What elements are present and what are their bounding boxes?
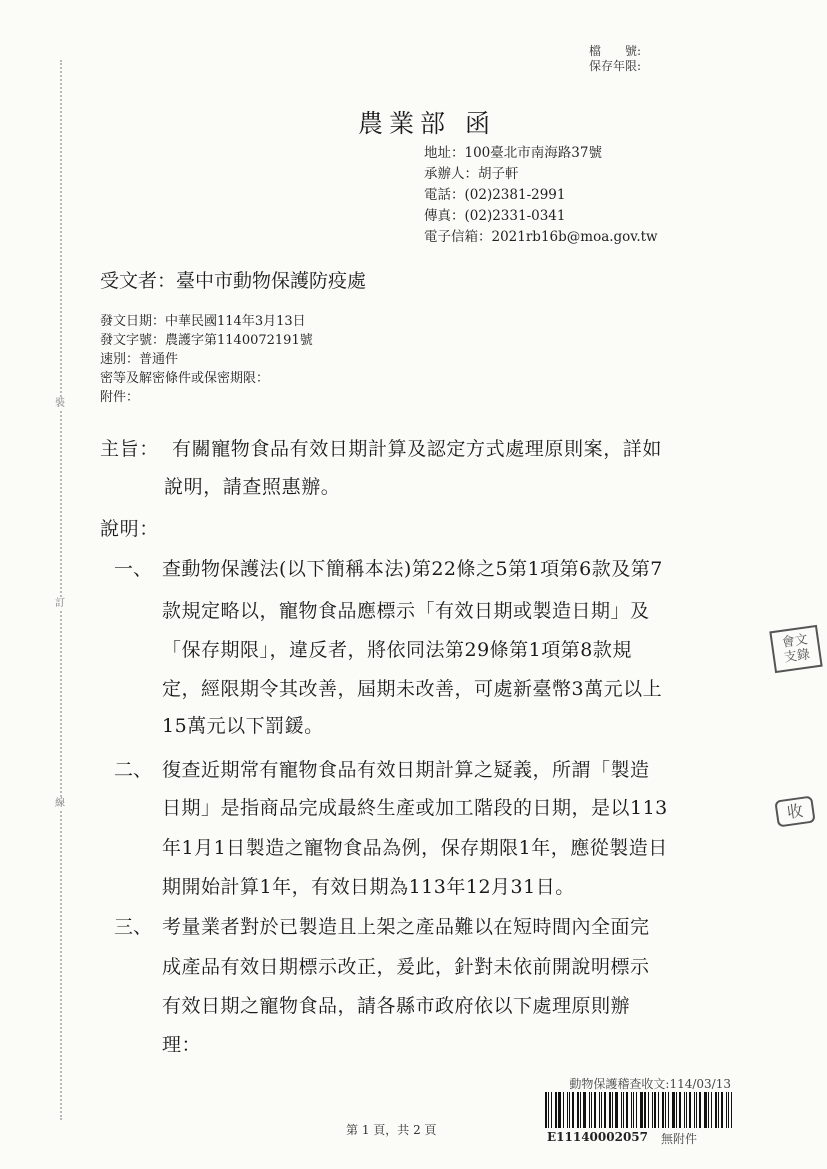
barcode-bar <box>615 1092 618 1128</box>
item-3-line-4: 理： <box>162 1034 202 1056</box>
barcode-bar <box>631 1092 632 1128</box>
barcode-bar <box>555 1092 557 1128</box>
subject-line-1: 有關寵物食品有效日期計算及認定方式處理原則案，詳如 <box>172 438 663 460</box>
confidentiality: 密等及解密條件或保密期限： <box>100 371 270 386</box>
item-3-number: 三、 <box>114 916 153 938</box>
barcode-bar <box>708 1092 709 1128</box>
urgency: 速別：普通件 <box>100 352 179 367</box>
item-2-line-2: 日期」是指商品完成最終生產或加工階段的日期，是以113 <box>162 797 668 819</box>
explanation-label: 說明： <box>100 518 159 540</box>
item-2-line-1: 復查近期常有寵物食品有效日期計算之疑義，所謂「製造 <box>162 759 650 781</box>
barcode-bar <box>679 1092 681 1128</box>
barcode-bar <box>563 1092 564 1128</box>
retention-period-label: 保存年限: <box>588 59 641 73</box>
page-number: 第 1 頁，共 2 頁 <box>346 1123 437 1137</box>
barcode-bar <box>696 1092 697 1128</box>
barcode-bar <box>715 1092 717 1128</box>
barcode-bar <box>551 1092 552 1128</box>
barcode-bar <box>711 1092 712 1128</box>
barcode-bar <box>633 1092 634 1128</box>
barcode-bar <box>583 1092 586 1128</box>
attachment-note: 無附件 <box>661 1132 698 1146</box>
item-3-line-3: 有效日期之寵物食品，請各縣市政府依以下處理原則辦 <box>162 995 631 1017</box>
document-title: 農業部 函 <box>358 109 496 138</box>
barcode-bar <box>652 1092 653 1128</box>
barcode-bar <box>699 1092 701 1128</box>
barcode-bar <box>572 1092 574 1128</box>
archive-number-label: 檔 號: <box>588 44 641 58</box>
barcode-bar <box>654 1092 656 1128</box>
barcode-bar <box>594 1092 596 1128</box>
barcode-bar <box>721 1092 723 1128</box>
barcode-bar <box>662 1092 664 1128</box>
barcode-bar <box>731 1092 732 1128</box>
barcode-bar <box>558 1092 561 1128</box>
barcode-bar <box>545 1092 547 1128</box>
item-2-line-3: 年1月1日製造之寵物食品為例，保存期限1年，應從製造日 <box>162 837 668 859</box>
binding-mark-zhuang: 裝 <box>55 398 65 409</box>
barcode-bar <box>567 1092 568 1128</box>
document-number: 發文字號：農護字第1140072191號 <box>100 333 313 348</box>
barcode-bar <box>636 1092 637 1128</box>
barcode-number: E11140002057 <box>547 1130 648 1144</box>
barcode-bar <box>665 1092 666 1128</box>
contact-phone: 電話：(02)2381-2991 <box>424 187 566 203</box>
barcode-bar <box>668 1092 669 1128</box>
item-2-line-4: 期開始計算1年，有效日期為113年12月31日。 <box>162 876 575 898</box>
barcode-bar <box>726 1092 727 1128</box>
barcode-bar <box>648 1092 649 1128</box>
subject-label: 主旨： <box>100 438 159 460</box>
subject-line-2: 說明，請查照惠辦。 <box>164 476 341 498</box>
item-2-number: 二、 <box>114 759 153 781</box>
barcode-bar <box>569 1092 570 1128</box>
barcode-bar <box>626 1092 628 1128</box>
barcode-bar <box>672 1092 675 1128</box>
barcode-bar <box>689 1092 691 1128</box>
barcode-bar <box>589 1092 590 1128</box>
barcode-bar <box>676 1092 677 1128</box>
barcode-bar <box>644 1092 646 1128</box>
recipient: 受文者：臺中市動物保護防疫處 <box>100 270 367 292</box>
item-3-line-2: 成產品有效日期標示改正，爰此，針對未依前開說明標示 <box>162 956 650 978</box>
barcode-bar <box>686 1092 687 1128</box>
item-1-line-2: 款規定略以，寵物食品應標示「有效日期或製造日期」及 <box>162 600 650 622</box>
barcode-bar <box>623 1092 624 1128</box>
issue-date: 發文日期：中華民國114年3月13日 <box>100 314 306 329</box>
barcode-bar <box>658 1092 659 1128</box>
contact-officer: 承辦人：胡子軒 <box>424 166 519 182</box>
binding-line <box>60 60 62 1120</box>
barcode-bar <box>601 1092 602 1128</box>
receipt-stamp: 動物保護稽查收文:114/03/13 <box>569 1077 731 1091</box>
barcode-bar <box>599 1092 600 1128</box>
item-1-line-5: 15萬元以下罰鍰。 <box>162 715 324 737</box>
barcode-bar <box>640 1092 643 1128</box>
item-1-line-1: 查動物保護法(以下簡稱本法)第22條之5第1項第6款及第7 <box>162 558 663 580</box>
attachments: 附件： <box>100 390 140 405</box>
barcode-bar <box>704 1092 707 1128</box>
barcode-bar <box>577 1092 579 1128</box>
barcode-bar <box>609 1092 611 1128</box>
barcode-bar <box>548 1092 549 1128</box>
contact-address: 地址：100臺北市南海路37號 <box>424 145 602 161</box>
seal-stamp-bottom: 收 <box>774 795 815 827</box>
binding-mark-ding: 訂 <box>55 598 65 609</box>
barcode-bar <box>694 1092 695 1128</box>
seal-stamp-top: 會文 支錄 <box>769 625 822 673</box>
barcode-bar <box>718 1092 719 1128</box>
contact-fax: 傳真：(02)2331-0341 <box>424 208 566 224</box>
barcode-bar <box>591 1092 592 1128</box>
barcode-bar <box>728 1092 729 1128</box>
barcode-bar <box>580 1092 581 1128</box>
barcode-bar <box>604 1092 606 1128</box>
binding-mark-xian: 線 <box>55 798 65 809</box>
item-3-line-1: 考量業者對於已製造且上架之產品難以在短時間內全面完 <box>162 916 650 938</box>
barcode-bar <box>612 1092 613 1128</box>
item-1-line-4: 定，經限期令其改善，屆期未改善，可處新臺幣3萬元以上 <box>162 678 663 700</box>
item-1-number: 一、 <box>114 558 153 580</box>
item-1-line-3: 「保存期限」，違反者，將依同法第29條第1項第8款規 <box>162 639 632 661</box>
barcode-bar <box>621 1092 622 1128</box>
barcode <box>545 1092 735 1128</box>
contact-email: 電子信箱：2021rb16b@moa.gov.tw <box>424 229 658 245</box>
barcode-bar <box>684 1092 685 1128</box>
